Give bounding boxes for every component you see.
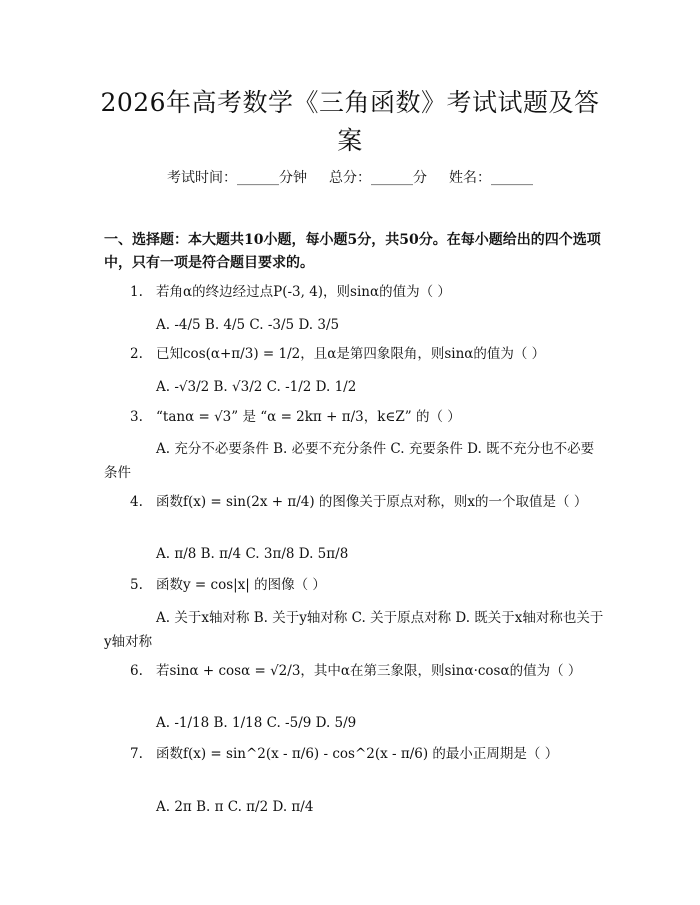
total-score-label: 总分： (329, 170, 371, 186)
question-stem (104, 280, 604, 304)
question-options: A. 关于x轴对称 B. 关于y轴对称 C. 关于原点对称 D. 既关于x轴对称也关于y轴对称 (104, 610, 604, 650)
question-number: 2. (130, 346, 143, 362)
question-text: 函数f(x) = sin^2(x - π/6) - cos^2(x - π/6) 的最小正周期是（ ） (156, 746, 559, 762)
question-options: A. π/8 B. π/4 C. 3π/8 D. 5π/8 (156, 546, 349, 562)
question-number: 4. (130, 494, 143, 510)
question-text: 若角α的终边经过点P(-3, 4)，则sinα的值为（ ） (156, 284, 451, 300)
question-number: 7. (130, 746, 143, 762)
exam-time-label: 考试时间： (167, 170, 237, 186)
question-options: A. -√3/2 B. √3/2 C. -1/2 D. 1/2 (156, 379, 357, 395)
total-score-blank: ______ (371, 170, 413, 186)
question-stem (104, 573, 604, 597)
question-stem (104, 490, 604, 514)
student-name-blank: ______ (491, 170, 533, 186)
question-text: 函数f(x) = sin(2x + π/4) 的图像关于原点对称，则x的一个取值是（ ） (156, 494, 588, 510)
question-stem (104, 342, 604, 366)
total-score-unit: 分 (413, 170, 427, 186)
exam-info-line (0, 168, 700, 188)
question-number: 1. (130, 284, 143, 300)
question-number: 3. (130, 409, 143, 425)
question-number: 5. (130, 577, 143, 593)
question-options: A. -1/18 B. 1/18 C. -5/9 D. 5/9 (156, 715, 357, 731)
question-stem (104, 742, 604, 766)
exam-time-unit: 分钟 (279, 170, 307, 186)
question-text: “tanα = √3” 是 “α = 2kπ + π/3，k∈Z” 的（ ） (156, 409, 461, 425)
exam-time-blank: ______ (237, 170, 279, 186)
question-number: 6. (130, 663, 143, 679)
student-name-label: 姓名： (449, 170, 491, 186)
question-options: A. -4/5 B. 4/5 C. -3/5 D. 3/5 (156, 317, 340, 333)
question-options: A. 2π B. π C. π/2 D. π/4 (156, 799, 314, 815)
question-options: A. 充分不必要条件 B. 必要不充分条件 C. 充要条件 D. 既不充分也不必要条件 (104, 441, 595, 481)
question-text: 若sinα + cosα = √2/3，其中α在第三象限，则sinα·cosα的值为（ ） (156, 663, 582, 679)
question-text: 函数y = cos|x| 的图像（ ） (156, 577, 326, 593)
question-stem (104, 659, 604, 683)
section-heading-multiple-choice: 一、选择题：本大题共10小题，每小题5分，共50分。在每小题给出的四个选项中，只有一项是符合题目要求的。 (104, 232, 601, 271)
question-text: 已知cos(α+π/3) = 1/2，且α是第四象限角，则sinα的值为（ ） (156, 346, 546, 362)
question-stem (104, 405, 604, 429)
document-title: 2026年高考数学《三角函数》考试试题及答案 (100, 88, 600, 155)
